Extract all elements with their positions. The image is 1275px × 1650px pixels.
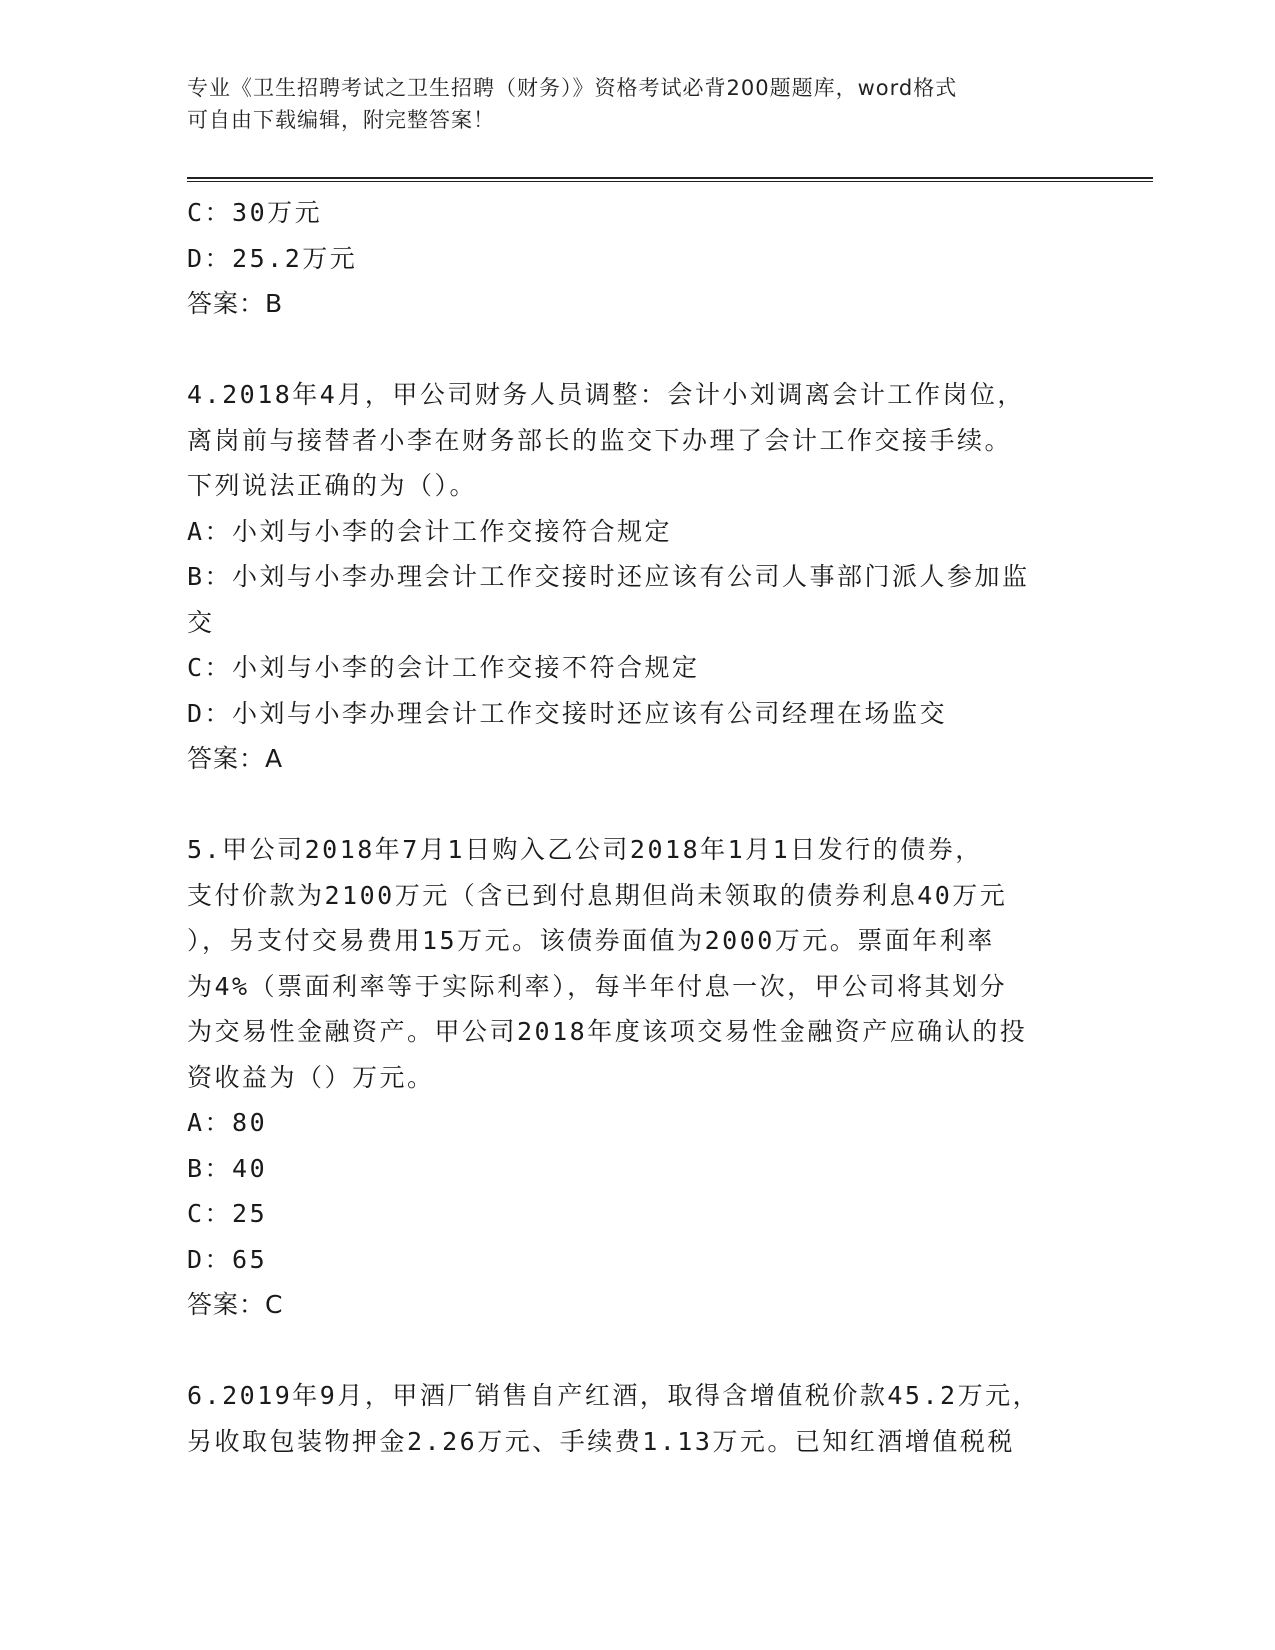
header-title-line-1: 专业《卫生招聘考试之卫生招聘（财务）》资格考试必背200题题库，word格式: [187, 76, 958, 100]
option-line: C：25: [187, 1199, 268, 1228]
option-line: D：小刘与小李办理会计工作交接时还应该有公司经理在场监交: [187, 698, 948, 728]
option-line: B：小刘与小李办理会计工作交接时还应该有公司人事部门派人参加监: [187, 562, 1030, 591]
option-line: D：25.2万元: [187, 243, 358, 273]
header-divider: [187, 177, 1153, 182]
question-block: [187, 827, 1087, 1328]
question-block: [187, 372, 1087, 782]
answer-line: 答案：B: [187, 289, 284, 318]
question-line: 6.2019年9月，甲酒厂销售自产红酒，取得含增值税价款45.2万元，: [187, 1381, 1041, 1410]
block-spacer: [187, 1328, 1087, 1374]
option-line: B：40: [187, 1153, 268, 1183]
question-line: 为4%（票面利率等于实际利率），每半年付息一次，甲公司将其划分: [187, 971, 1008, 1001]
question-line: 资收益为（）万元。: [187, 1062, 435, 1092]
question-block: [187, 190, 1087, 327]
option-line: D：65: [187, 1244, 268, 1274]
question-line: 下列说法正确的为（）。: [187, 471, 478, 500]
answer-line: 答案：C: [187, 1290, 284, 1319]
option-line: 交: [187, 607, 215, 637]
header-title-line-2: 可自由下载编辑，附完整答案！: [187, 108, 495, 132]
question-line: 另收取包装物押金2.26万元、手续费1.13万元。已知红酒增值税税: [187, 1426, 1015, 1456]
question-line: 5.甲公司2018年7月1日购入乙公司2018年1月1日发行的债券，: [187, 835, 983, 864]
option-line: C：小刘与小李的会计工作交接不符合规定: [187, 653, 700, 682]
block-spacer: [187, 327, 1087, 373]
question-block: [187, 1373, 1087, 1464]
question-line: 支付价款为2100万元（含已到付息期但尚未领取的债券利息40万元: [187, 880, 1008, 910]
block-spacer: [187, 782, 1087, 828]
option-line: A：小刘与小李的会计工作交接符合规定: [187, 516, 673, 546]
answer-line: 答案：A: [187, 744, 284, 773]
question-line: 4.2018年4月，甲公司财务人员调整：会计小刘调离会计工作岗位，: [187, 380, 1025, 409]
question-line: 离岗前与接替者小李在财务部长的监交下办理了会计工作交接手续。: [187, 425, 1013, 455]
option-line: A：80: [187, 1108, 268, 1137]
question-content: [187, 190, 1087, 1464]
page-header: [187, 72, 1067, 136]
question-line: ），另支付交易费用15万元。该债券面值为2000万元。票面年利率: [187, 926, 995, 955]
question-line: 为交易性金融资产。甲公司2018年度该项交易性金融资产应确认的投: [187, 1017, 1028, 1046]
option-line: C：30万元: [187, 198, 323, 227]
